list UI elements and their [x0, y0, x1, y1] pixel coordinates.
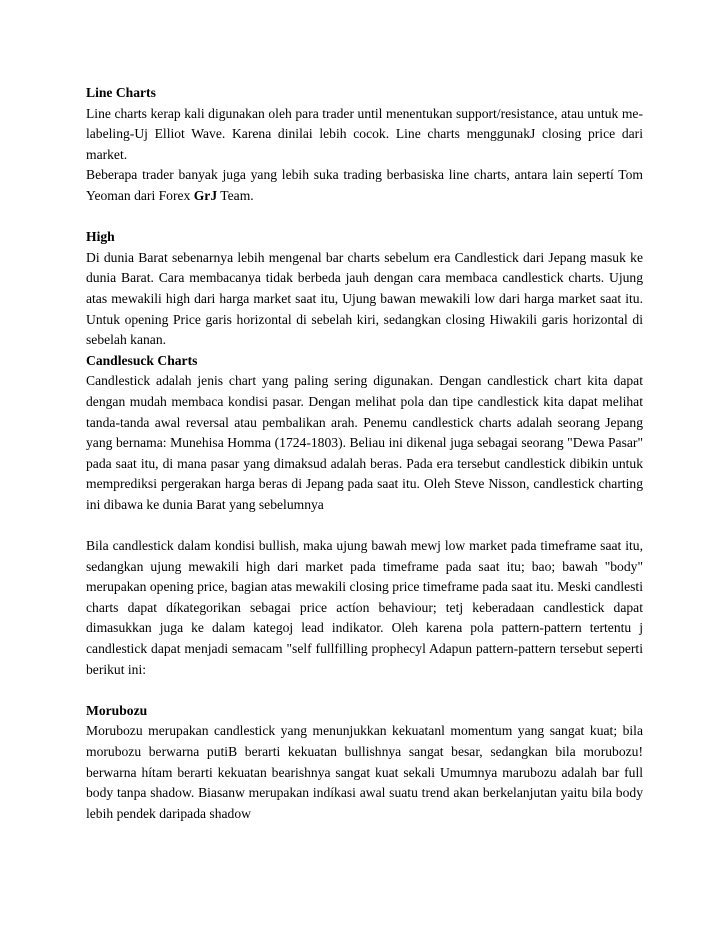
- paragraph-candlestick-2: Bila candlestick dalam kondisi bullish, maka ujung bawah mewj low market pada timeframe saat itu, sedangkan ujung mewakili high dari market pada timeframe pada saat itu; bao; bawah "body" merupakan opening price, bagian atas mewakili closing price timeframe pada saat itu. Meski candlesti charts dapat díkategorikan sebagai price actíon behaviour; tetj keberadaan candlestick dapat dimasukkan juga ke dalam kategoj lead indikator. Oleh karena pola pattern-pattern tertentu j candlestick dapat menjadi semacam "self fullfilling prophecyl Adapun pattern-pattern tersebut seperti berikut ini:: [86, 538, 643, 677]
- heading-morubozu: Morubozu: [86, 702, 148, 718]
- heading-candlestick-charts: Candlesuck Charts: [86, 352, 198, 368]
- bold-team-name: GrJ: [193, 187, 218, 203]
- spacer: [86, 207, 643, 228]
- paragraph-line-charts-2-text: Beberapa trader banyak juga yang lebih suka trading berbasiska line charts, antara lain sepertí Tom Yeoman dari Forex GrJ Team.: [86, 167, 643, 203]
- document-page: [86, 83, 643, 824]
- paragraph-morubozu-1: Morubozu merupakan candlestick yang menunjukkan kekuatanl momentum yang sangat kuat; bila morubozu berwarna putiB berarti kekuatan bullishnya sangat besar, sedangkan bila morubozu! berwarna hítam berarti kekuatan bearishnya sangat kuat sekali Umumnya marubozu adalah bar full body tanpa shadow. Biasanw merupakan indíkasi awal suatu trend akan berkelanjutan yaitu bila body lebih pendek daripada shadow: [86, 723, 643, 821]
- paragraph-line-charts-1: Line charts kerap kali digunakan oleh para trader until menentukan support/resistance, atau untuk me-labeling-Uj Elliot Wave. Karena dinilai lebih cocok. Line charts menggunakJ closing price dari market.: [86, 105, 643, 162]
- paragraph-candlestick-1: Candlestick adalah jenis chart yang paling sering digunakan. Dengan candlestick chart kita dapat dengan mudah membaca kondisi pasar. Dengan melihat pola dan tipe candlestick kita dapat melihat tanda-tanda awal reversal atau pembalikan arah. Penemu candlestick charts adalah seorang Jepang yang bernama: Munehisa Homma (1724-1803). Beliau ini dikenal juga sebagai seorang "Dewa Pasar" pada saat itu, di mana pasar yang dimaksud adalah beras. Pada era tersebut candlestick dibikin untuk memprediksi pergerakan harga beras di Jepang pada saat itu. Oleh Steve Nisson, candlestick charting ini dibawa ke dunia Barat yang sebelumnya: [86, 373, 643, 512]
- paragraph-high-1: Di dunia Barat sebenarnya lebih mengenal bar charts sebelum era Candlestick dari Jepang masuk ke dunia Barat. Cara membacanya tidak berbeda jauh dengan cara membaca candlestick charts. Ujung atas mewakili high dari harga market saat itu, Ujung bawan mewakili low dari harga market saat itu. Untuk opening Price garis horizontal di sebelah kiri, sedangkan closing Hiwakili garis horizontal di sebelah kanan.: [86, 249, 643, 348]
- spacer: [86, 680, 643, 701]
- heading-high: High: [86, 229, 115, 245]
- heading-line-charts: Line Charts: [86, 85, 156, 100]
- spacer: [86, 515, 643, 536]
- paragraph-line-charts-2: [86, 165, 643, 206]
